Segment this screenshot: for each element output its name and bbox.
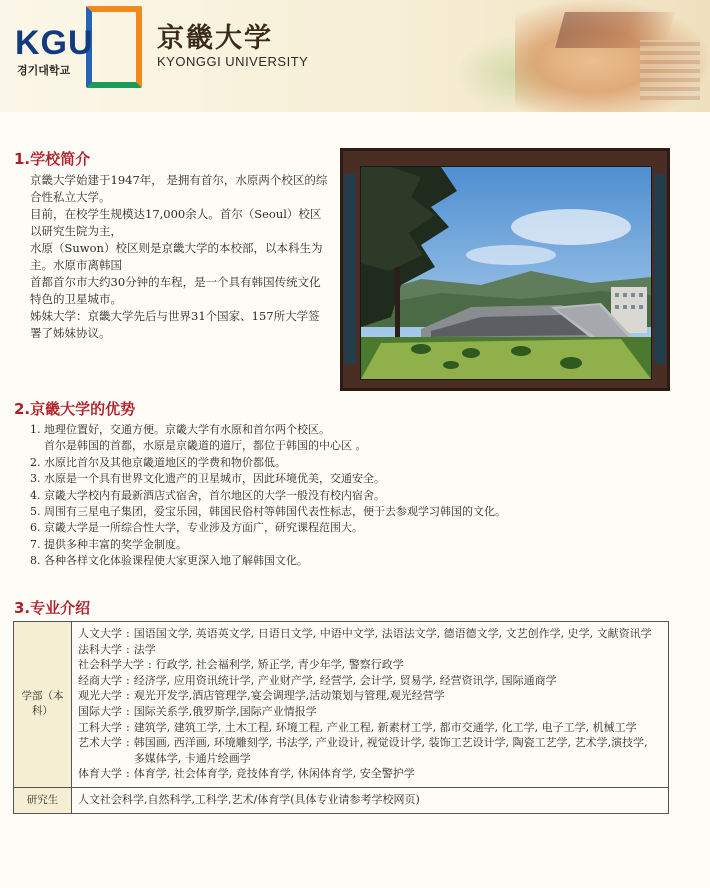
list-item [30,455,690,471]
campus-photo-frame [340,148,670,391]
item-text: 提供多种丰富的奖学金制度。 [44,537,187,551]
college-majors: 国际关系学,俄罗斯学,国际产业情报学 [133,704,317,718]
majors-table [13,621,669,814]
table-row [14,622,669,788]
college-majors: 体育学, 社会体育学, 竞技体育学, 休闲体育学, 安全警护学 [133,767,415,781]
college-name: 社会科学大学 [78,658,144,672]
item-text: 周围有三星电子集团，爱宝乐园，韩国民俗村等韩国代表性标志，便于去参观学习韩国的文化。 [44,505,506,519]
college-majors: 国语国文学, 英语英文学, 日语日文学, 中语中文学, 法语法文学, 德语德文学, 文艺创作学, 史学, 文献资讯学 [133,627,652,640]
university-name-en: KYONGGI UNIVERSITY [157,54,309,69]
college-majors: 建筑学, 建筑工学, 土木工程, 环境工程, 产业工程, 新素材工学, 都市交通学, 化工学, 电子工学, 机械工学 [133,720,637,734]
frame-edge [344,174,356,364]
list-item [30,471,690,487]
item-text: 水原比首尔及其他京畿道地区的学费和物价都低。 [44,455,286,469]
intro-paragraph: 目前，在校学生规模达17,000余人。首尔（Seoul）校区以研究生院为主， [30,207,322,238]
header-wall-illustration [640,40,700,100]
college-name: 体育大学 [78,767,122,781]
list-item [30,553,690,569]
list-item [30,520,690,536]
list-item-continuation [30,438,690,454]
college-name: 经商大学 [78,673,122,687]
logo-korean-text: 경기대학교 [17,64,71,77]
section-title-intro: 1.学校简介 [14,150,91,168]
advantages-list [30,422,690,570]
graduate-label: 研究生 [14,787,72,813]
graduate-fields: 人文社会科学,自然科学,工科学,艺术/体育学(具体专业请参考学校网页) [72,787,669,813]
college-row: 经商大学 : 经济学, 应用资讯统计学, 产业财产学, 经营学, 会计学, 贸易学, 经营资讯学, 国际通商学 [78,673,662,689]
college-row: 观光大学 : 观光开发学,酒店管理学,宴会调理学,活动策划与管理,观光经营学 [78,688,662,704]
intro-paragraph: 首都首尔市大约30分钟的车程，是一个具有韩国传统文化特色的卫星城市。 [30,275,321,306]
item-number: 8. [30,554,41,568]
intro-paragraph: 姊妹大学：京畿大学先后与世界31个国家、157所大学签署了姊妹协议。 [30,309,320,340]
college-row: 体育大学 : 体育学, 社会体育学, 竞技体育学, 休闲体育学, 安全警护学 [78,766,662,782]
college-name: 法科大学 [78,642,122,656]
university-logo: KGU [15,24,94,62]
intro-paragraph: 京畿大学始建于1947年， 是拥有首尔，水原两个校区的综合性私立大学。 [30,173,328,204]
item-text: 各种各样文化体验课程使大家更深入地了解韩国文化。 [44,554,308,568]
logo-frame-icon [86,6,142,88]
item-number: 1. [30,423,41,436]
intro-text [30,172,330,342]
college-majors: 行政学, 社会福利学, 矫正学, 青少年学, 警察行政学 [155,658,404,672]
item-number: 7. [30,537,41,551]
college-majors: 韩国画, 西洋画, 环境雕刻学, 书法学, 产业设计, 视觉设计学, 装饰工艺设计学, 陶瓷工艺学, 艺术学,演技学, 多媒体学, 卡通片绘画学 [133,736,648,765]
college-name: 国际大学 [78,704,122,718]
campus-photo [360,166,652,380]
college-row: 社会科学大学 : 行政学, 社会福利学, 矫正学, 青少年学, 警察行政学 [78,657,662,673]
undergrad-colleges [72,622,669,788]
item-number: 3. [30,472,41,486]
college-name: 艺术大学 [78,736,122,750]
item-text: 京畿大学校内有最新酒店式宿舍，首尔地区的大学一般没有校内宿舍。 [44,488,385,502]
college-row: 艺术大学 : 韩国画, 西洋画, 环境雕刻学, 书法学, 产业设计, 视觉设计学, 装饰工艺设计学, 陶瓷工艺学, 艺术学,演技学, 多媒体学, 卡通片绘画学 [78,735,662,766]
section-title-majors: 3.专业介绍 [14,599,91,617]
college-row: 国际大学 : 国际关系学,俄罗斯学,国际产业情报学 [78,704,662,720]
college-majors: 法学 [133,642,156,656]
item-subtext: 首尔是韩国的首都，水原是京畿道的道厅，都位于韩国的中心区 。 [44,439,367,453]
page-header [0,0,710,112]
item-number: 2. [30,455,41,469]
undergrad-label: 学部（本科） [14,622,72,788]
college-name: 观光大学 [78,689,122,703]
item-text: 水原是一个具有世界文化遗产的卫星城市，因此环境优美，交通安全。 [44,472,385,486]
list-item [30,537,690,553]
item-text: 京畿大学是一所综合性大学，专业涉及方面广，研究课程范围大。 [44,521,363,535]
university-name-cn: 京畿大学 [157,23,273,54]
section-title-advantages: 2.京畿大学的优势 [14,400,136,418]
item-number: 5. [30,505,41,519]
college-majors: 观光开发学,酒店管理学,宴会调理学,活动策划与管理,观光经营学 [133,689,445,703]
list-item [30,422,690,438]
table-row [14,787,669,813]
intro-paragraph: 水原（Suwon）校区则是京畿大学的本校部，以本科生为主。水原市离韩国 [30,241,323,272]
item-number: 6. [30,521,41,535]
college-row: 法科大学 : 法学 [78,642,662,658]
item-number: 4. [30,488,41,502]
college-row: 工科大学 : 建筑学, 建筑工学, 土木工程, 环境工程, 产业工程, 新素材工学, 都市交通学, 化工学, 电子工学, 机械工学 [78,720,662,736]
college-row: 人文大学 : 国语国文学, 英语英文学, 日语日文学, 中语中文学, 法语法文学, 德语德文学, 文艺创作学, 史学, 文献资讯学 [78,626,662,642]
college-majors: 经济学, 应用资讯统计学, 产业财产学, 经营学, 会计学, 贸易学, 经营资讯学, 国际通商学 [133,673,557,687]
item-text: 地理位置好，交通方便。京畿大学有水原和首尔两个校区。 [44,423,330,436]
college-name: 人文大学 [78,627,122,640]
frame-edge [654,174,666,364]
list-item [30,504,690,520]
college-name: 工科大学 [78,720,122,734]
list-item [30,488,690,504]
campus-photo-image [361,167,651,379]
